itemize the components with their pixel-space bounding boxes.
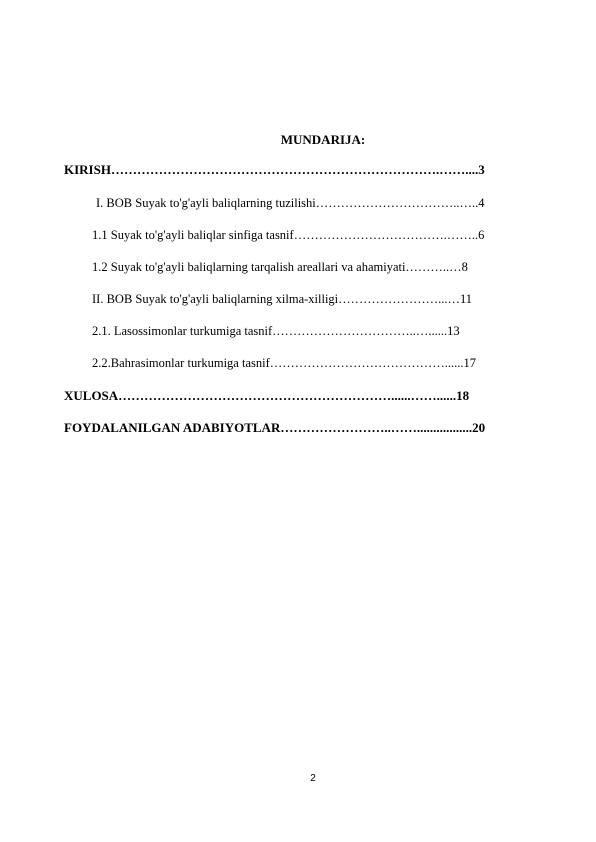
toc-entry-2-2: 2.2.Bahrasimonlar turkumiga tasnif……………………………………......17: [92, 356, 476, 370]
toc-entry-xulosa: XULOSA………………………………………………………......……......18: [64, 388, 470, 403]
toc-entry-1-1: 1.1 Suyak to'g'ayli baliqlar sinfiga tasnif……………………………….……..6: [92, 228, 485, 242]
toc-title: MUNDARIJA:: [280, 132, 366, 147]
toc-entry-1-2: 1.2 Suyak to'g'ayli baliqlarning tarqalish areallari va ahamiyati………..…8: [92, 260, 468, 274]
toc-entry-adabiyotlar: FOYDALANILGAN ADABIYOTLAR……………………..…….................20: [64, 420, 486, 435]
toc-entry-2-1: 2.1. Lasossimonlar turkumiga tasnif……………………………..…......13: [92, 324, 460, 338]
toc-entry-kirish: KIRISH………………………………………………………………….……....3: [64, 162, 485, 177]
page-number: 2: [310, 773, 316, 784]
toc-entry-bob-1: I. BOB Suyak to'g'ayli baliqlarning tuzilishi……………………………..…..4: [96, 196, 485, 210]
toc-entry-bob-2: II. BOB Suyak to'g'ayli baliqlarning xilma-xilligi……………………...…11: [92, 292, 473, 306]
